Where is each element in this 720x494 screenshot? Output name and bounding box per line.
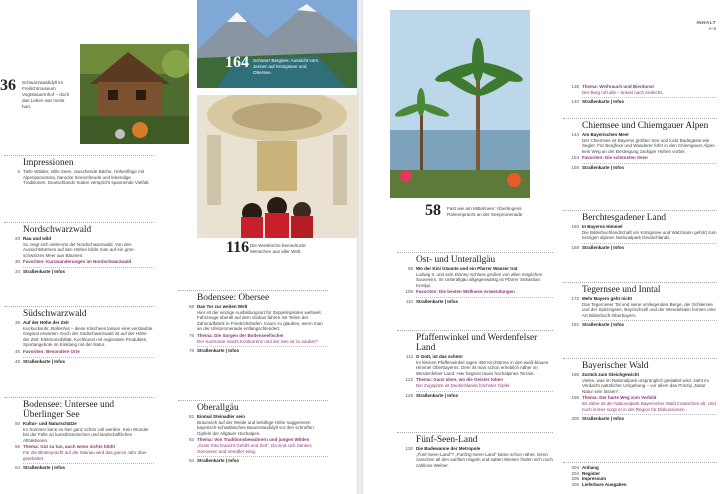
toc-map[interactable]: 200 Straßenkarte | Infos bbox=[571, 416, 625, 422]
church-page-number: 116 bbox=[226, 239, 250, 256]
section-impressionen bbox=[4, 155, 154, 186]
church-interior-image bbox=[197, 95, 357, 238]
page-header bbox=[697, 20, 717, 32]
section-title: Chiemsee und Chiemgauer Alpen bbox=[563, 118, 717, 131]
palms-page-number: 58 bbox=[425, 202, 441, 219]
toc-entry[interactable]: 130 Die Badewanne der Metropole „Fünf-Seen-Land“? „Fünfzig-Seen-Land“ käme schon näher. Denn zwischen all den sanften Hügeln und satten Wiesen finden sich noch zahllose Weiher. bbox=[405, 446, 553, 468]
section-oberallgaeu bbox=[178, 400, 328, 464]
toc-favoriten[interactable]: 108 Favoriten: Die besten Wellness-Anwendungen bbox=[405, 289, 515, 295]
palms-photo bbox=[390, 10, 530, 198]
lake-photo bbox=[197, 0, 357, 88]
toc-thema[interactable]: 138 Thema: Weihrauch und Bierdunst Der Berg ruft alle – kraxel nach Andechs. bbox=[571, 84, 664, 95]
toc-entry[interactable]: 112 O Gott, ist das schön! Im kleinen Pfaffenwinkel ragen 460 Kirchtürme in den weiß-blauen Himmel Oberbayerns. Dem ist man schon erheblich näher im Werdenfelser Land: Hier beginnt raues hochalpines Terrain. bbox=[405, 354, 549, 376]
toc-entry[interactable]: 50 Kultur- und Naturschätze Im Sommer kann es hier ganz schön voll werden. Kein Wunder bei der Fülle an kunsthistorischen und landschaftlichen Attraktionen. bbox=[14, 421, 149, 443]
toc-entry[interactable]: 98 Wo der Kini träumte und ein Pfarrer Wasser trat Ludwig II. und sein Disney-Schloss grüßen von allen möglichen Souvenirs. Im Unterallgäu allgegenwärtig ist Pfarrer Sebastian Kneipp. bbox=[407, 266, 543, 288]
toc-map[interactable]: 78 Straßenkarte | Infos bbox=[188, 348, 240, 354]
toc-lieferbare-ausgaben[interactable]: 206 Lieferbare Ausgaben bbox=[571, 481, 627, 487]
toc-favoriten[interactable]: 46 Favoriten: Besondere Orte bbox=[14, 348, 80, 354]
lake-caption: Schöner Bergsee: Aussicht vom Jenner auf Königssee und Obersee. bbox=[253, 58, 319, 75]
left-page bbox=[0, 0, 357, 494]
toc-entry[interactable]: 82 Einmal Steinadler sein Braunvieh auf der Weide und beluftige Höhe suggerieren bayerisch-schwäbisches Bauernlandidyll vor den schroffen Gipfeln der Allgäuer Hochalpen. bbox=[188, 414, 314, 436]
section-appendix bbox=[563, 462, 717, 487]
palms-caption: Fast wie am Mittelmeer: Überlingens Palmenpracht an der Seepromenade bbox=[447, 206, 523, 217]
toc-favoriten[interactable]: 30 Favoriten: Kurzwanderungen im Nordschwarzwald bbox=[14, 259, 132, 265]
toc-entry[interactable]: 144 Am Bayerischen Meer Der Chiemsee ist Bayerns größter See und lockt Badegäste wie Segler. Für Bergfexe und Wanderer führt in den Chiemgauer Alpen kein Weg an der Besteigung zackiger Höhen vorbei. bbox=[571, 132, 715, 154]
toc-entry[interactable]: 20 Rau und wild So zeigt sich vielerorts der Nordschwarzwald. Von den Aussichtstürmen auf den Höhen blickt man auf ein grün-schwarzes Meer aus Bäumen. bbox=[14, 236, 136, 258]
toc-map[interactable]: 156 Straßenkarte | Infos bbox=[571, 164, 625, 170]
section-tegernsee bbox=[563, 282, 717, 328]
toc-map[interactable]: 110 Straßenkarte | Infos bbox=[405, 298, 459, 304]
toc-entry[interactable]: 68 Das Tor zur weiten Welt Hier ist der einzige Ausbildungsort für Zeppelinpiloten weltweit. Fahrzeuge überall auf dem Globus fahren mit Teilen der Zahnradfabrik in Friedrichshafen. Kaum zu glauben, wenn man an der Uferpromenade entlangschlendert. bbox=[188, 304, 323, 332]
toc-thema[interactable]: 76 Thema: Die Sorgen der Bodenseefischer Der Kormoran macht Konkurrenz und der See ist zu sauber? bbox=[188, 332, 319, 344]
toc-map[interactable]: 64 Straßenkarte | Infos bbox=[14, 465, 66, 471]
section-fuenf-seen-continued bbox=[563, 84, 717, 105]
section-title: Südschwarzwald bbox=[4, 306, 154, 319]
section-bodensee-obersee bbox=[178, 290, 328, 354]
section-title: Impressionen bbox=[4, 155, 154, 168]
toc-impressum[interactable]: 205 Impressum bbox=[571, 476, 607, 482]
section-bodensee-untersee bbox=[4, 397, 154, 471]
toc-favoriten[interactable]: 154 Favoriten: Die schönsten Seen bbox=[571, 155, 648, 161]
toc-thema[interactable]: 56 Thema: Gut zu tun, auch wenn nichts blüht Für die Blütenpracht auf der Mainau wird das ganze Jahr über gearbeitet. bbox=[14, 444, 147, 461]
church-caption: Die Wieskirche beeindruckt Menschen aus aller Welt. bbox=[250, 243, 306, 254]
section-suedschwarzwald bbox=[4, 306, 154, 364]
section-berchtesgaden bbox=[563, 210, 717, 250]
toc-map[interactable]: 126 Straßenkarte | Infos bbox=[405, 392, 459, 398]
museum-caption: Schwarzwaldidyll im Freilichtmuseum Vogtsbauernhof – doch das Leben war meist hart. bbox=[22, 80, 70, 109]
lake-page-number: 164 bbox=[225, 54, 249, 71]
header-pages: 4–5 bbox=[708, 26, 716, 31]
toc-appendix[interactable]: 204 Anhang bbox=[571, 465, 599, 470]
toc-map[interactable]: 34 Straßenkarte | Infos bbox=[14, 268, 66, 274]
toc-thema[interactable]: 122 Thema: Ganz oben, wo die Geister toben Die Zugspitze ist Deutschlands höchster Gipfel. bbox=[405, 377, 511, 388]
section-title: Bodensee: Obersee bbox=[178, 290, 328, 303]
farmhouse-garden-image bbox=[80, 44, 189, 144]
toc-thema[interactable]: 92 Thema: Von Traditionsbewahrern und jungen Wilden „Guter Käs braucht Gefühl und Zeit“. Da sind sich Senner, Genossen und Veredler einig. bbox=[188, 437, 313, 454]
section-title: Pfaffenwinkel und Werdenfelser Land bbox=[397, 330, 553, 353]
palm-promenade-image bbox=[390, 10, 530, 198]
toc-map[interactable]: 182 Straßenkarte | Infos bbox=[571, 322, 625, 328]
section-title: Bayerischer Wald bbox=[563, 358, 717, 371]
museum-photo bbox=[80, 44, 189, 144]
section-title: Tegernsee und Inntal bbox=[563, 282, 717, 295]
section-title: Nordschwarzwald bbox=[4, 222, 154, 235]
section-title: Oberallgäu bbox=[178, 400, 328, 413]
museum-page-number: 36 bbox=[0, 77, 16, 94]
toc-register[interactable]: 204 Register bbox=[571, 470, 601, 476]
section-title: Bodensee: Untersee und Überlinger See bbox=[4, 397, 154, 420]
toc-thema[interactable]: 196 Thema: Der harte Weg zum Vorbild 50 Jahre ist der Nationalpark Bayerischer Wald inzwischen alt. Und noch immer sorgt er in der Region für Diskussionen. bbox=[571, 395, 716, 412]
toc-map[interactable]: 140 Straßenkarte | Infos bbox=[571, 99, 625, 105]
header-label: INHALT bbox=[696, 20, 716, 25]
section-title: Fünf-Seen-Land bbox=[397, 432, 553, 445]
toc-map[interactable]: 48 Straßenkarte | Infos bbox=[14, 358, 66, 364]
toc-entry[interactable]: 160 In Bayerns Himmel Die Bilderbuchlandschaft um Königssee und Watzmann gehört zum einzigen alpinen Nationalpark Deutschlands. bbox=[571, 224, 717, 241]
toc-map[interactable]: 168 Straßenkarte | Infos bbox=[571, 244, 625, 250]
section-title: Berchtesgadener Land bbox=[563, 210, 717, 223]
right-page bbox=[363, 0, 720, 494]
section-nordschwarzwald bbox=[4, 222, 154, 275]
toc-entry[interactable]: 6 Tiefe Wälder, stille Seen, rauschende Bäche, Höhenflüge mit Alpenpanorama, barocke Sinnenfreude und lebendige Traditionen: Deutschlands Süden verspricht spannende Vielfalt. bbox=[17, 169, 150, 186]
section-chiemsee bbox=[563, 118, 717, 171]
toc-entry[interactable]: 36 Auf der Höhe der Zeit Kuckucksuhr, Bollenhut – diese Klischees lassen eine verstaubte Gegend erwarten. Doch der Südschwarzwald ist auf der Höhe der Zeit: Elektromobilität, Kochkunst mit regionalen Produkten, Sportangebote im Einklang mit der Natur. bbox=[14, 320, 153, 348]
section-title: Ost- und Unterallgäu bbox=[397, 252, 553, 265]
section-ost-unterallgaeu bbox=[397, 252, 553, 305]
church-photo bbox=[197, 95, 357, 238]
toc-entry[interactable]: 172 Mehr Bayern geht nicht Das Tegernseer Tal und seine umliegenden Berge, der Schliersee und der Spitzingsee, Bayrischzell und der Wendelstein formen eine Art Bilderbuch-Oberbayern. bbox=[571, 296, 716, 318]
toc-entry[interactable]: 186 Zurück zum Gleichgewicht Vieles, was im Nationalpark ursprünglich gestaltet wird, steht im Verdacht natürlicher Umgebung – vor allem das Prinzip „Natur Natur sein lassen“. bbox=[571, 372, 709, 394]
section-pfaffenwinkel bbox=[397, 330, 553, 398]
section-fuenf-seen-land bbox=[397, 432, 553, 468]
toc-map[interactable]: 94 Straßenkarte | Infos bbox=[188, 458, 240, 464]
section-bayerischer-wald bbox=[563, 358, 717, 422]
